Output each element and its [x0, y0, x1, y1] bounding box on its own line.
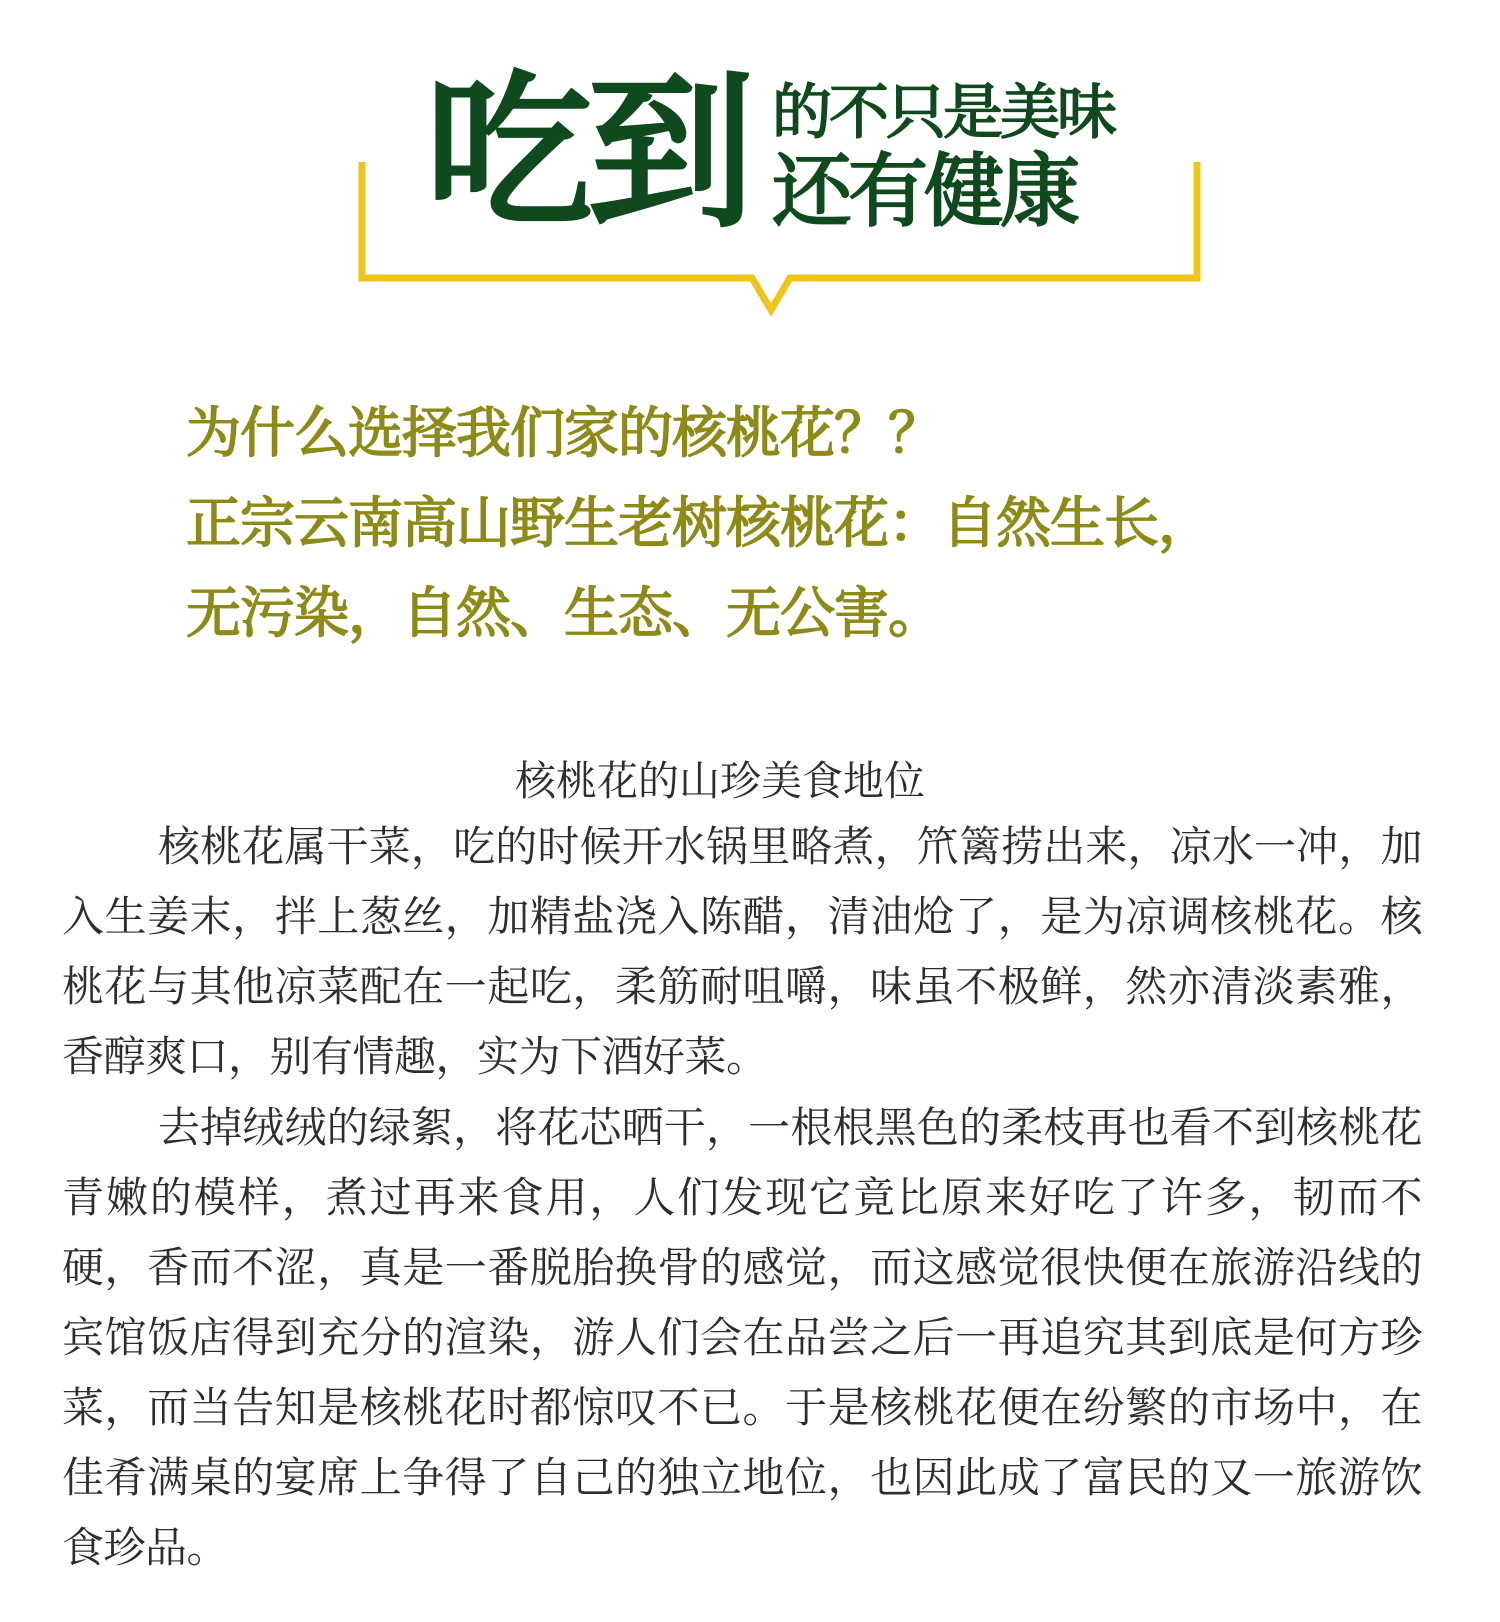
speech-bracket-frame	[0, 0, 1500, 330]
banner-big-title: 吃到	[425, 53, 749, 251]
highlight-claim-line1: 正宗云南高山野生老树核桃花：自然生长，	[186, 491, 1213, 555]
header-banner	[0, 0, 1500, 330]
banner-subtitle-line1: 的不只是美味	[772, 78, 1114, 148]
banner-subtitle-line2: 还有健康	[772, 144, 1076, 238]
highlight-claim-line2: 无污染，自然、生态、无公害。	[186, 581, 943, 645]
article-paragraph-2: 去掉绒绒的绿絮，将花芯晒干，一根根黑色的柔枝再也看不到核桃花青嫩的模样，煮过再来食用，人们发现它竟比原来好吃了许多，韧而不硬，香而不涩，真是一番脱胎换骨的感觉，而这感觉很快便在旅游沿线的宾馆饭店得到充分的渲染，游人们会在品尝之后一再追究其到底是何方珍菜，而当告知是核桃花时都惊叹不已。于是核桃花便在纷繁的市场中，在佳肴满桌的宴席上争得了自己的独立地位，也因此成了富民的又一旅游饮食珍品。	[62, 1103, 1422, 1572]
article-paragraph-1: 核桃花属干菜，吃的时候开水锅里略煮，笊篱捞出来，凉水一冲，加入生姜末，拌上葱丝，加精盐浇入陈醋，清油炝了，是为凉调核桃花。核桃花与其他凉菜配在一起吃，柔筋耐咀嚼，味虽不极鲜，然亦清淡素雅，香醇爽口，别有情趣，实为下酒好菜。	[62, 822, 1422, 1081]
article-title: 核桃花的山珍美食地位	[515, 757, 925, 805]
highlight-question: 为什么选择我们家的核桃花？？	[186, 401, 943, 465]
why-choose-section	[186, 402, 1386, 672]
